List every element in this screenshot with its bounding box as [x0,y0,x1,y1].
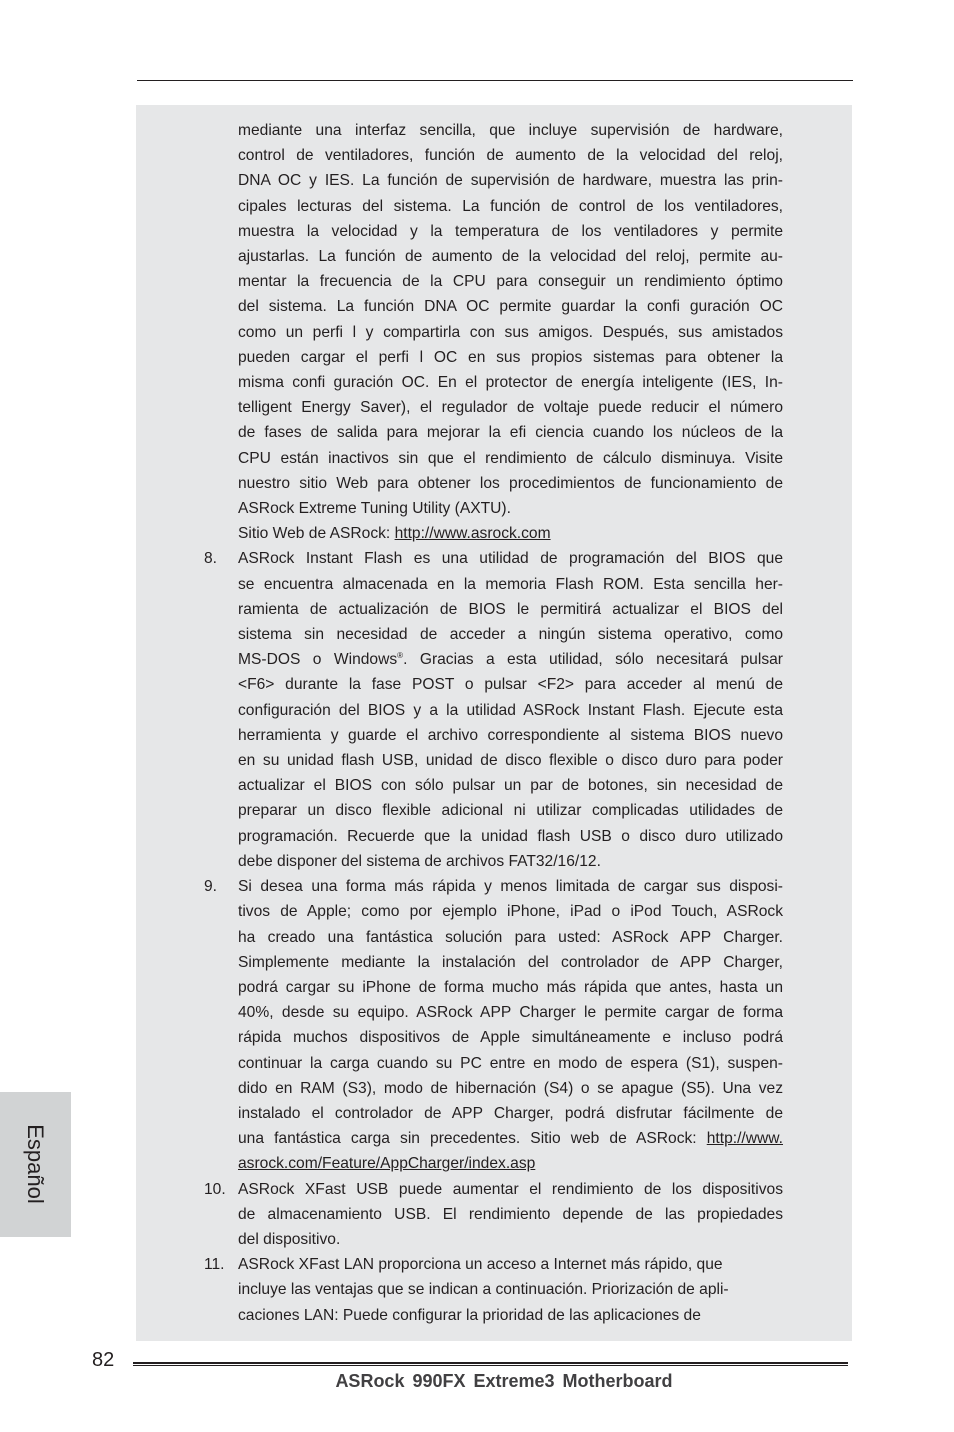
windows-line: MS-DOS o Windows®. Gracias a esta utilidad, sólo necesitará pulsar [238,651,783,669]
footer-title: ASRock 990FX Extreme3 Motherboard [335,1371,673,1391]
list-item-11: 11. ASRock XFast LAN proporciona un acceso a Internet más rápido, que incluye las ventajas que se indican a continuación. Priorización de apli- caciones LAN: Puede configurar la prioridad de las aplicaciones de [238,1252,783,1328]
list-item-10: 10. ASRock XFast USB puede aumentar el rendimiento de los dispositivos de almacenamiento USB. El rendimiento depende de las propiedades del dispositivo. [238,1177,783,1253]
website-line: Sitio Web de ASRock: http://www.asrock.com [238,525,551,543]
appcharger-link-continued[interactable]: asrock.com/Feature/AppCharger/index.asp [238,1155,536,1173]
item-number: 8. [204,550,218,568]
intro-paragraph: mediante una interfaz sencilla, que incluye supervisión de hardware, control de ventiladores, función de aumento de la velocidad del reloj, DNA OC y IES. La función de supervisión de hardware, muestra las prin- cipales lecturas del sistema. La función de control de los ventiladores, muestra la velocidad y la temperatura de los ventiladores y permite ajustarlas. La función de aumento de la velocidad del reloj, permite au- mentar la frecuencia de la CPU para conseguir un rendimiento óptimo del sistema. La función DNA OC permite guardar la confi guración OC como un perfi l y compartirla con sus amigos. Después, sus amistados pueden cargar el perfi l OC en sus propios sistemas para obtener la misma confi guración OC. En el protector de energía inteligente (IES, In- telligent Energy Saver), el regulador de voltaje puede reducir el número de fases de salida para mejorar la efi ciencia cuando los núcleos de la CPU están inactivos sin que el rendimiento de cálculo disminuya. Visite nuestro sitio Web para obtener los procedimientos de funcionamiento de ASRock Extreme Tuning Utility (AXTU). Sitio Web de ASRock: http://www.asrock.com [238,118,783,546]
list-item-8: 8. ASRock Instant Flash es una utilidad de programación del BIOS que se encuentra almacenada en la memoria Flash ROM. Esta sencilla her- ramienta de actualización de BIOS le permitirá actualizar el BIOS del sistema sin necesidad de acceder a ningún sistema operativo, como MS-DOS o Windows®. Gracias a esta utilidad, sólo necesitará pulsar <F6> durante la fase POST o pulsar <F2> para acceder al menú de configuración del BIOS y a la utilidad ASRock Instant Flash. Ejecute esta herramienta y guarde el archivo correspondiente al sistema BIOS nuevo en su unidad flash USB, unidad de disco flexible o disco duro para poder actualizar el BIOS con sólo pulsar un par de botones, sin necesidad de preparar un disco flexible adicional ni utilizar complicadas utilidades de programación. Recuerde que la unidad flash USB o disco duro utilizado debe disponer del sistema de archivos FAT32/16/12. [238,546,783,874]
asrock-website-link[interactable]: http://www.asrock.com [394,525,551,543]
registered-mark: ® [397,651,404,661]
appcharger-link-line: una fantástica carga sin precedentes. Sitio web de ASRock: http://www. [238,1130,783,1148]
language-tab-label: Español [23,1124,48,1204]
list-item-9: 9. Si desea una forma más rápida y menos limitada de cargar sus disposi- tivos de Apple; como por ejemplo iPhone, iPad o iPod Touch, ASRock ha creado una fantástica solución para usted: ASRock APP Charger. Simplemente mediante la instalación del controlador de APP Charger, podrá cargar su iPhone de forma mucho más rápida que antes, hasta un 40%, desde su equipo. ASRock APP Charger le permite cargar de forma rápida muchos dispositivos de Apple simultáneamente e incluso podrá continuar la carga cuando su PC entre en modo de espera (S1), suspen- dido en RAM (S3), modo de hibernación (S4) o se apague (S5). Una vez instalado el controlador de APP Charger, podrá disfrutar fácilmente de una fantástica carga sin precedentes. Sitio web de ASRock: http://www. asrock.com/Feature/AppCharger/index.asp [238,874,783,1176]
body-text [204,118,783,1328]
bottom-rule [133,1362,848,1366]
item-number: 11. [204,1256,225,1274]
page-number: 82 [92,1349,115,1371]
item-number: 9. [204,878,218,896]
item-number: 10. [204,1180,226,1198]
top-rule [137,80,853,81]
language-side-tab [0,1092,71,1237]
appcharger-link[interactable]: http://www. [706,1130,783,1148]
